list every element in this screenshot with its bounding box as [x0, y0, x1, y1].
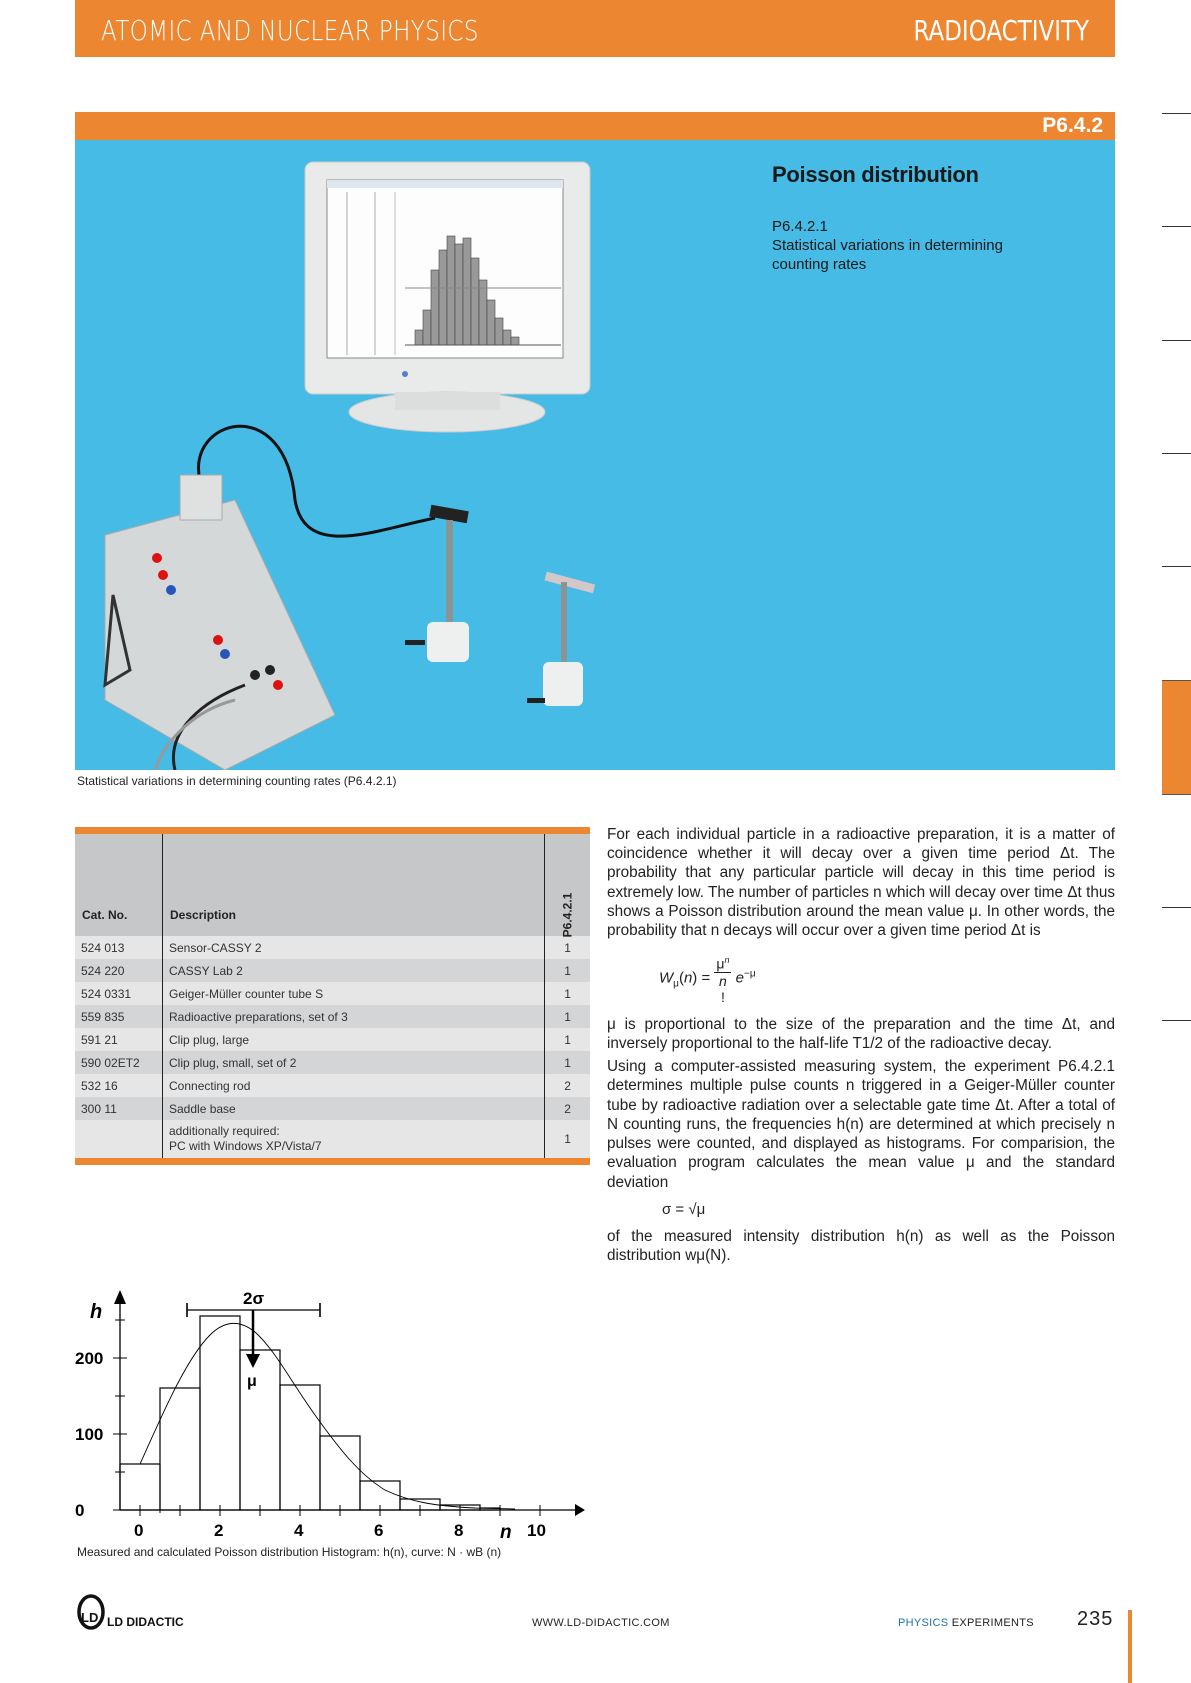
qty-cell: 2	[545, 1074, 590, 1097]
qty-cell: 1	[545, 1005, 590, 1028]
header-description: Description	[163, 831, 545, 937]
table-header-row	[75, 831, 590, 937]
photo-caption: Statistical variations in determining counting rates (P6.4.2.1)	[77, 774, 397, 788]
svg-text:n: n	[500, 1522, 512, 1543]
cat-no-cell: 524 0331	[75, 982, 163, 1005]
qty-cell: 1	[545, 959, 590, 982]
svg-text:2σ: 2σ	[243, 1289, 265, 1308]
description-cell	[163, 1120, 545, 1158]
table-row	[75, 1074, 590, 1097]
experiment-title: Poisson distribution	[772, 162, 979, 187]
category-label	[898, 1617, 1034, 1629]
table-row	[75, 982, 590, 1005]
cat-no-cell	[75, 1120, 163, 1158]
paragraph-3: Using a computer-assisted measuring system, the experiment P6.4.2.1 determines multiple pulse counts n triggered in a Geiger-Müller counter tube by radioactive radiation over a selectable gate time Δt. After a total of N counting runs, the frequencies h(n) are determined at which precisely n pulses were counted, and displayed as histograms. For comparision, the evaluation program calculates the mean value μ and the standard deviation	[607, 1058, 1115, 1191]
table-row	[75, 1005, 590, 1028]
cat-no-cell: 532 16	[75, 1074, 163, 1097]
cat-no-cell: 300 11	[75, 1097, 163, 1120]
cat-no-cell: 590 02ET2	[75, 1051, 163, 1074]
description-cell: Sensor-CASSY 2	[163, 936, 545, 959]
svg-text:10: 10	[527, 1521, 546, 1540]
svg-text:200: 200	[75, 1349, 104, 1368]
table-row	[75, 959, 590, 982]
ld-didactic-logo	[75, 1592, 195, 1637]
svg-text:100: 100	[75, 1425, 104, 1444]
chapter-tab-marker	[1162, 566, 1191, 567]
chapter-header-bar	[75, 0, 1115, 57]
sub-experiment-title: Statistical variations in determining counting rates	[772, 237, 1003, 273]
experiment-code: P6.4.2	[1042, 114, 1103, 137]
page-number: 235	[1077, 1608, 1114, 1630]
poisson-formula: $W_\mu(n)$ = $\mu^n$ n ! $e^{-\mu}$	[659, 952, 1115, 1005]
description-cell: Radioactive preparations, set of 3	[163, 1005, 545, 1028]
description-text	[607, 825, 1115, 1265]
cat-no-cell: 524 013	[75, 936, 163, 959]
description-cell: Clip plug, large	[163, 1028, 545, 1051]
category-accent: PHYSICS	[898, 1617, 949, 1629]
description-cell: Saddle base	[163, 1097, 545, 1120]
qty-cell: 2	[545, 1097, 590, 1120]
table-row	[75, 936, 590, 959]
website-link[interactable]: WWW.LD-DIDACTIC.COM	[532, 1617, 670, 1629]
sigma-formula: σ = √μ	[662, 1200, 706, 1218]
svg-text:0: 0	[134, 1521, 144, 1540]
svg-text:h: h	[90, 1301, 103, 1323]
chapter-tab-marker	[1162, 453, 1191, 454]
svg-text:LD DIDACTIC: LD DIDACTIC	[107, 1615, 184, 1629]
svg-text:LD: LD	[81, 1610, 99, 1625]
qty-cell: 1	[545, 1120, 590, 1158]
extra-line-2: PC with Windows XP/Vista/7	[169, 1139, 322, 1153]
table-row-additional	[75, 1120, 590, 1158]
header-cat-no: Cat. No.	[75, 831, 163, 937]
description-cell: Clip plug, small, set of 2	[163, 1051, 545, 1074]
cat-no-cell: 524 220	[75, 959, 163, 982]
cat-no-cell: 559 835	[75, 1005, 163, 1028]
svg-text:8: 8	[454, 1521, 464, 1540]
qty-cell: 1	[545, 936, 590, 959]
table-bottom-rule	[75, 1158, 590, 1165]
paragraph-1: For each individual particle in a radioactive preparation, it is a matter of coincidence whether it will decay over a given time period Δt. The probability that any particular particle will decay in this time period is extremely low. The number of particles n which will decay over time Δt thus shows a Poisson distribution around the mean value μ. In other words, the probability that n decays will occur over a given time period Δt is	[607, 826, 1115, 940]
description-cell: Connecting rod	[163, 1074, 545, 1097]
table-row	[75, 1051, 590, 1074]
chapter-tab-marker	[1162, 1020, 1191, 1021]
svg-text:6: 6	[374, 1521, 384, 1540]
sub-experiment-id: P6.4.2.1	[772, 218, 828, 235]
description-cell: Geiger-Müller counter tube S	[163, 982, 545, 1005]
qty-cell: 1	[545, 982, 590, 1005]
cat-no-cell: 591 21	[75, 1028, 163, 1051]
qty-cell: 1	[545, 1051, 590, 1074]
poisson-histogram-chart	[75, 1280, 595, 1545]
qty-cell: 1	[545, 1028, 590, 1051]
experiment-code-bar	[75, 112, 1115, 140]
section-title: ATOMIC AND NUCLEAR PHYSICS	[101, 14, 479, 47]
experiment-sub-block	[772, 217, 1042, 274]
paragraph-4: of the measured intensity distribution h(n) as well as the Poisson distribution wμ(N).	[607, 1227, 1115, 1265]
svg-text:0: 0	[75, 1501, 85, 1520]
chapter-tab-marker	[1162, 226, 1191, 227]
topic-title: RADIOACTIVITY	[913, 14, 1089, 47]
chapter-tab-marker	[1162, 113, 1191, 114]
chapter-tab-marker	[1162, 907, 1191, 908]
paragraph-2: μ is proportional to the size of the preparation and the time Δt, and inversely proportional to the half-life T1/2 of the radioactive decay.	[607, 1015, 1115, 1053]
page-edge-accent	[1128, 1610, 1132, 1683]
svg-text:2: 2	[214, 1521, 224, 1540]
category-rest: EXPERIMENTS	[948, 1617, 1034, 1629]
svg-text:μ: μ	[247, 1373, 257, 1390]
equipment-table	[75, 827, 590, 1165]
description-cell: CASSY Lab 2	[163, 959, 545, 982]
table-row	[75, 1028, 590, 1051]
chart-caption: Measured and calculated Poisson distribution Histogram: h(n), curve: N · wB (n)	[77, 1545, 502, 1559]
header-experiment: P6.4.2.1	[545, 831, 590, 937]
chapter-tab-marker	[1162, 340, 1191, 341]
active-chapter-tab	[1162, 680, 1191, 795]
table-row	[75, 1097, 590, 1120]
extra-line-1: additionally required:	[169, 1124, 280, 1138]
svg-text:4: 4	[294, 1521, 304, 1540]
